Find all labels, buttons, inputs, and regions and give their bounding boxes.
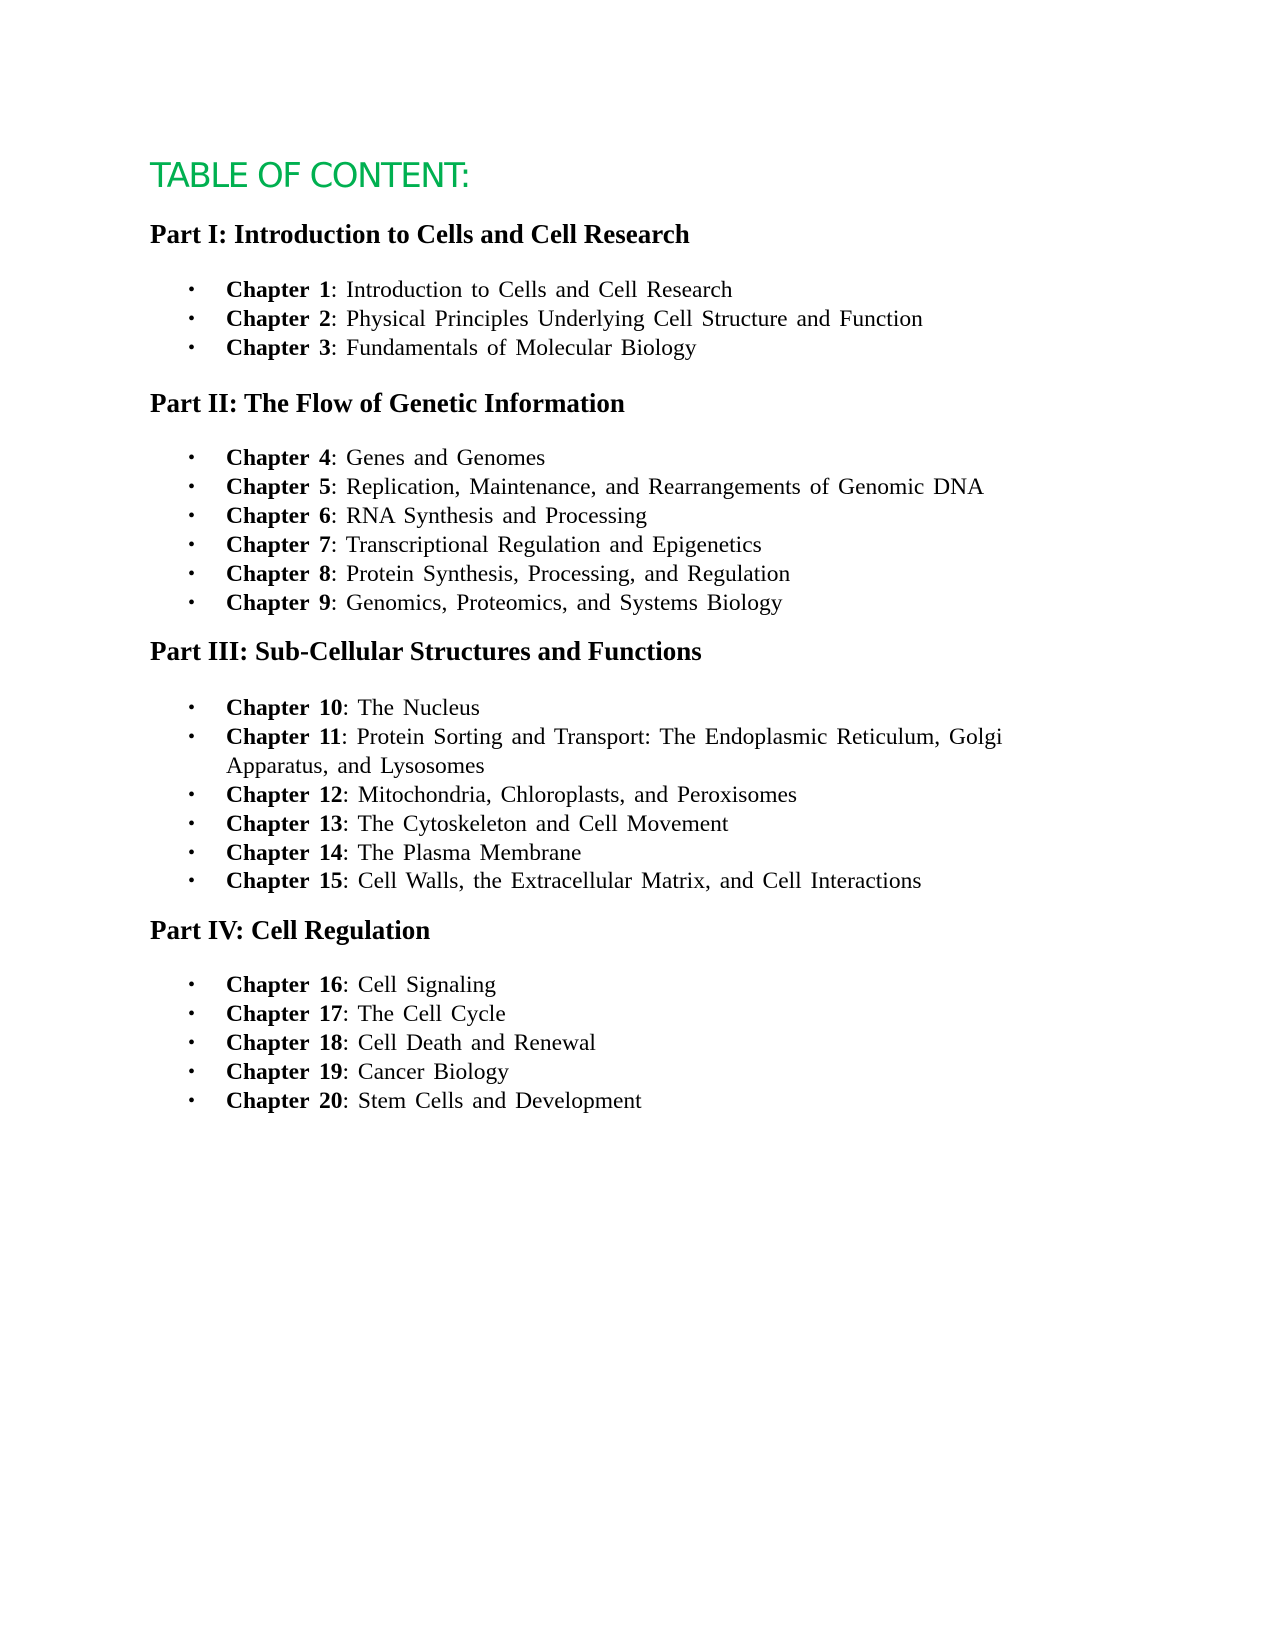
chapter-label: Chapter 19 (226, 1058, 343, 1085)
chapter-item-14: • Chapter 14: The Plasma Membrane (188, 839, 582, 866)
bullet-icon: • (188, 1060, 196, 1083)
chapter-title: The Cell Cycle (357, 1000, 506, 1027)
chapter-list-part-1 (150, 276, 1030, 363)
chapter-label: Chapter 1 (226, 277, 331, 303)
bullet-icon: • (188, 336, 196, 359)
chapter-item-19: • Chapter 19: Cancer Biology (188, 1058, 510, 1085)
bullet-icon: • (188, 1031, 196, 1054)
chapter-item-3: • Chapter 3: Fundamentals of Molecular Biology (188, 334, 697, 361)
chapter-label: Chapter 8 (226, 560, 331, 587)
bullet-icon: • (188, 533, 196, 556)
chapter-title: Physical Principles Underlying Cell Structure and Function (346, 305, 923, 332)
bullet-icon: • (188, 591, 196, 614)
chapter-item-10: • Chapter 10: The Nucleus (188, 695, 480, 721)
chapter-title: Mitochondria, Chloroplasts, and Peroxisomes (357, 781, 798, 808)
chapter-title: Cell Walls, the Extracellular Matrix, and Cell Interactions (357, 868, 922, 895)
chapter-item-7: • Chapter 7: Transcriptional Regulation and Epigenetics (188, 531, 762, 558)
part-heading-3: Part III: Sub-Cellular Structures and Functions (150, 636, 702, 666)
part-heading-1: Part I: Introduction to Cells and Cell Research (150, 219, 690, 249)
chapter-title: Replication, Maintenance, and Rearrangements of Genomic DNA (346, 473, 985, 500)
chapter-title: Genomics, Proteomics, and Systems Biology (346, 589, 783, 616)
chapter-item-11: • Chapter 11: Protein Sorting and Transport: The Endoplasmic Reticulum, Golgi Apparatus, and Lysosomes (188, 723, 1003, 779)
page-title: TABLE OF CONTENT: (150, 156, 470, 196)
chapter-title: The Plasma Membrane (357, 839, 582, 866)
chapter-title: Stem Cells and Development (357, 1087, 642, 1114)
chapter-label: Chapter 18 (226, 1029, 343, 1056)
chapter-title: The Nucleus (357, 695, 480, 721)
chapter-label: Chapter 12 (226, 781, 343, 808)
chapter-list-part-3 (150, 694, 1030, 896)
chapter-title: Cell Signaling (357, 972, 497, 998)
chapter-label: Chapter 7 (226, 531, 331, 558)
bullet-icon: • (188, 447, 196, 469)
bullet-icon: • (188, 475, 196, 498)
chapter-list-part-2 (150, 444, 1030, 617)
chapter-label: Chapter 16 (226, 972, 343, 998)
chapter-title: Cancer Biology (357, 1058, 510, 1085)
chapter-item-17: • Chapter 17: The Cell Cycle (188, 1000, 506, 1027)
chapter-item-15: • Chapter 15: Cell Walls, the Extracellular Matrix, and Cell Interactions (188, 868, 922, 895)
chapter-label: Chapter 2 (226, 305, 331, 332)
chapter-title: Transcriptional Regulation and Epigenetics (345, 531, 762, 558)
part-heading-2: Part II: The Flow of Genetic Information (150, 388, 625, 418)
bullet-icon: • (188, 279, 196, 301)
chapter-title: Genes and Genomes (346, 445, 546, 471)
chapter-title: Fundamentals of Molecular Biology (346, 334, 697, 361)
chapter-label: Chapter 5 (226, 473, 331, 500)
chapter-list-part-4 (150, 971, 1030, 1116)
bullet-icon: • (188, 307, 196, 330)
chapter-item-8: • Chapter 8: Protein Synthesis, Processing, and Regulation (188, 560, 791, 587)
chapter-title: Protein Synthesis, Processing, and Regulation (346, 560, 791, 587)
bullet-icon: • (188, 783, 196, 806)
chapter-title: The Cytoskeleton and Cell Movement (357, 810, 729, 837)
bullet-icon: • (188, 504, 196, 527)
bullet-icon: • (188, 812, 196, 835)
chapter-label: Chapter 10 (226, 695, 343, 721)
chapter-item-16: • Chapter 16: Cell Signaling (188, 972, 497, 998)
chapter-item-12: • Chapter 12: Mitochondria, Chloroplasts, and Peroxisomes (188, 781, 798, 808)
chapter-item-1: • Chapter 1: Introduction to Cells and Cell Research (188, 277, 733, 303)
chapter-item-4: • Chapter 4: Genes and Genomes (188, 445, 546, 471)
chapter-label: Chapter 14 (226, 839, 343, 866)
chapter-title: Cell Death and Renewal (357, 1029, 596, 1056)
bullet-icon: • (188, 870, 196, 893)
chapter-item-18: • Chapter 18: Cell Death and Renewal (188, 1029, 596, 1056)
chapter-item-2: • Chapter 2: Physical Principles Underlying Cell Structure and Function (188, 305, 923, 332)
bullet-icon: • (188, 697, 196, 719)
bullet-icon: • (188, 1089, 196, 1112)
chapter-item-9: • Chapter 9: Genomics, Proteomics, and Systems Biology (188, 589, 783, 616)
bullet-icon: • (188, 974, 196, 996)
part-heading-4: Part IV: Cell Regulation (150, 915, 431, 945)
chapter-label: Chapter 11 (226, 723, 342, 750)
chapter-title: Introduction to Cells and Cell Research (346, 277, 733, 303)
bullet-icon: • (188, 725, 196, 748)
chapter-title: RNA Synthesis and Processing (346, 502, 647, 529)
bullet-icon: • (188, 1002, 196, 1025)
chapter-label: Chapter 9 (226, 589, 331, 616)
chapter-label: Chapter 13 (226, 810, 343, 837)
chapter-item-6: • Chapter 6: RNA Synthesis and Processing (188, 502, 647, 529)
chapter-label: Chapter 15 (226, 868, 343, 895)
chapter-label: Chapter 4 (226, 445, 331, 471)
bullet-icon: • (188, 562, 196, 585)
chapter-item-20: • Chapter 20: Stem Cells and Development (188, 1087, 642, 1114)
chapter-label: Chapter 3 (226, 334, 331, 361)
chapter-title: Protein Sorting and Transport: The Endoplasmic Reticulum, Golgi Apparatus, and Lysosomes (226, 723, 1003, 779)
chapter-label: Chapter 17 (226, 1000, 343, 1027)
chapter-label: Chapter 20 (226, 1087, 343, 1114)
chapter-item-5: • Chapter 5: Replication, Maintenance, and Rearrangements of Genomic DNA (188, 473, 985, 500)
chapter-label: Chapter 6 (226, 502, 331, 529)
chapter-item-13: • Chapter 13: The Cytoskeleton and Cell Movement (188, 810, 729, 837)
bullet-icon: • (188, 841, 196, 864)
